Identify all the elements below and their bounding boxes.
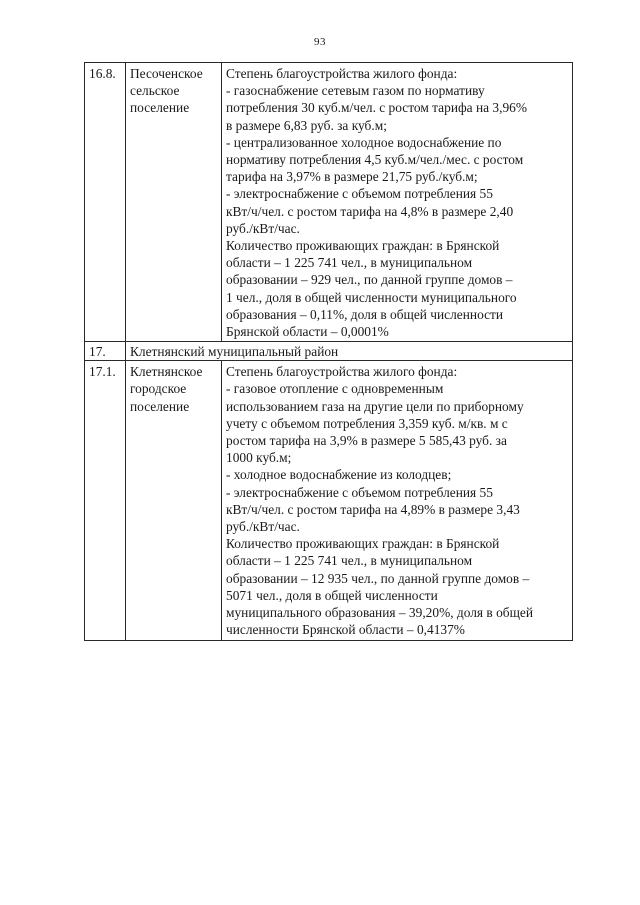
description-line: Степень благоустройства жилого фонда: — [226, 364, 458, 380]
description-line: области – 1 225 741 чел., в муниципальном — [226, 553, 473, 569]
row-number: 17. — [85, 342, 126, 361]
settlement-name-line: городское — [130, 381, 187, 397]
table-row — [85, 63, 573, 342]
settlement-name-line: Клетнянское — [130, 364, 203, 380]
district-name: Клетнянский муниципальный район — [126, 342, 573, 361]
description-line: 1000 куб.м; — [226, 450, 292, 466]
description-line: - холодное водоснабжение из колодцев; — [226, 467, 452, 483]
description-line: в размере 6,83 руб. за куб.м; — [226, 117, 387, 133]
description-line: Брянской области – 0,0001% — [226, 324, 389, 340]
description-line: Степень благоустройства жилого фонда: — [226, 66, 458, 81]
description-line: численности Брянской области – 0,4137% — [226, 622, 465, 638]
description-line: - газовое отопление с одновременным — [226, 381, 444, 397]
settlement-name-cell — [126, 63, 222, 342]
description-line: - газоснабжение сетевым газом по нормативу — [226, 83, 485, 99]
settlement-name-line: поселение — [130, 398, 190, 414]
description-line: руб./кВт/час. — [226, 519, 300, 535]
description-line: использованием газа на другие цели по приборному — [226, 398, 524, 414]
description-line: тарифа на 3,97% в размере 21,75 руб./куб.м; — [226, 169, 478, 185]
row-number: 17.1. — [85, 361, 126, 640]
table-row — [85, 361, 573, 640]
description-line: кВт/ч/чел. с ростом тарифа на 4,89% в размере 3,43 — [226, 501, 520, 517]
description-line: образовании – 12 935 чел., по данной группе домов – — [226, 570, 530, 586]
settlement-name-cell — [126, 361, 222, 640]
description-line: нормативу потребления 4,5 куб.м/чел./мес. с ростом — [226, 152, 524, 168]
description-line: области – 1 225 741 чел., в муниципальном — [226, 255, 473, 271]
description-line: руб./кВт/час. — [226, 220, 300, 236]
table-row — [85, 342, 573, 361]
settlement-name-line: Песоченское — [130, 66, 203, 81]
description-line: образовании – 929 чел., по данной группе домов – — [226, 272, 513, 288]
description-line: потребления 30 куб.м/чел. с ростом тарифа на 3,96% — [226, 100, 527, 116]
description-cell — [222, 63, 573, 342]
settlement-name-line: поселение — [130, 100, 190, 116]
settlement-name-line: сельское — [130, 83, 180, 99]
page-number: 93 — [314, 36, 326, 48]
description-line: - централизованное холодное водоснабжение по — [226, 134, 502, 150]
row-number: 16.8. — [85, 63, 126, 342]
description-cell — [222, 361, 573, 640]
data-table — [84, 62, 573, 641]
description-line: кВт/ч/чел. с ростом тарифа на 4,8% в размере 2,40 — [226, 203, 514, 219]
description-line: 1 чел., доля в общей численности муниципального — [226, 289, 517, 305]
description-line: - электроснабжение с объемом потребления 55 — [226, 484, 493, 500]
description-line: 5071 чел., доля в общей численности — [226, 587, 438, 603]
description-line: муниципального образования – 39,20%, доля в общей — [226, 605, 534, 621]
description-line: образования – 0,11%, доля в общей численности — [226, 306, 504, 322]
description-line: учету с объемом потребления 3,359 куб. м/кв. м с — [226, 415, 508, 431]
description-line: ростом тарифа на 3,9% в размере 5 585,43 руб. за — [226, 433, 507, 449]
description-line: Количество проживающих граждан: в Брянской — [226, 536, 500, 552]
description-line: Количество проживающих граждан: в Брянской — [226, 238, 500, 254]
description-line: - электроснабжение с объемом потребления 55 — [226, 186, 493, 202]
